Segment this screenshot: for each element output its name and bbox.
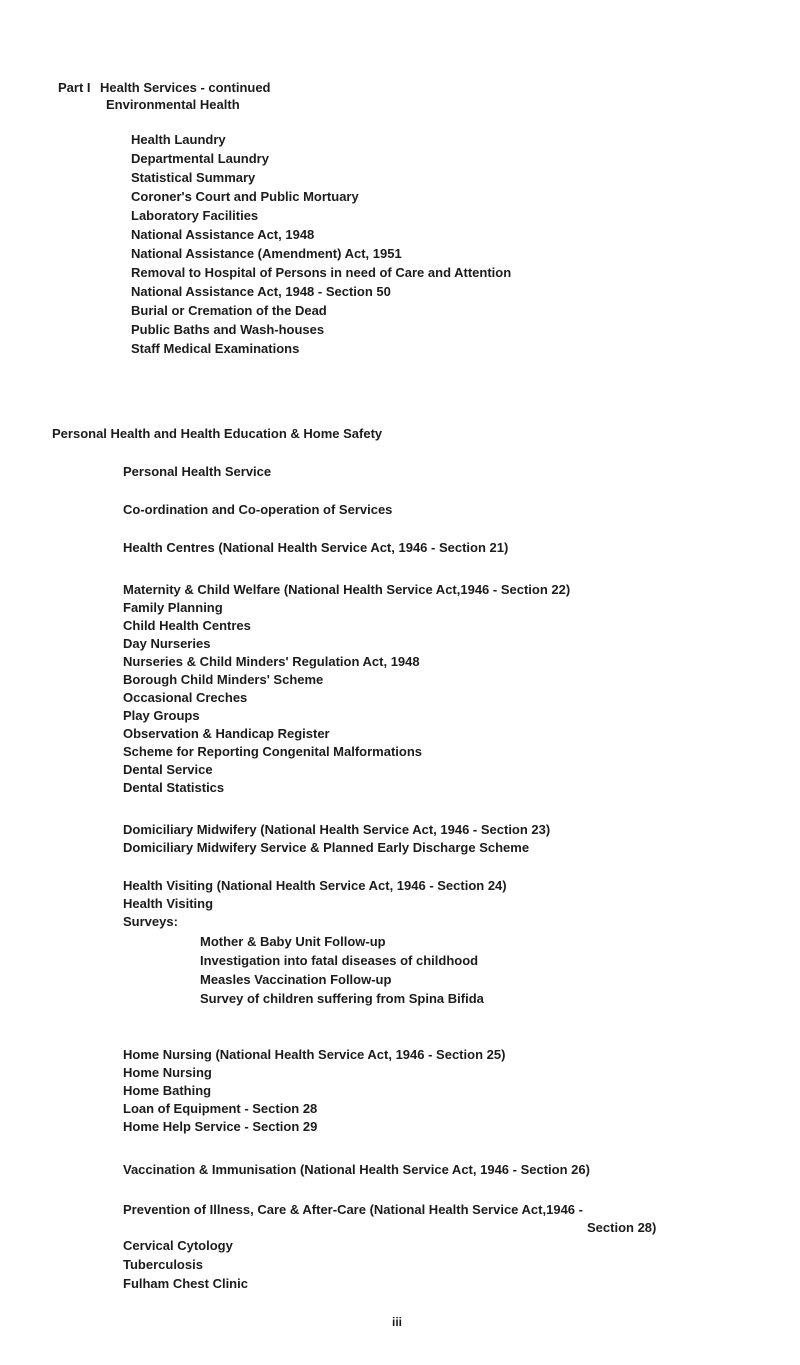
part-label: Part I (58, 80, 91, 95)
list-item: Family Planning (123, 600, 223, 615)
section-heading: Personal Health and Health Education & Home Safety (52, 426, 383, 441)
list-item: Tuberculosis (123, 1257, 203, 1272)
list-item: Fulham Chest Clinic (123, 1276, 248, 1291)
list-item: Scheme for Reporting Congenital Malformations (123, 744, 423, 759)
list-item: Dental Statistics (123, 780, 225, 795)
list-item: Domiciliary Midwifery (National Health Service Act, 1946 - Section 23) (123, 822, 551, 837)
list-item: Observation & Handicap Register (123, 726, 330, 741)
list-item: Day Nurseries (123, 636, 211, 651)
list-item: Borough Child Minders' Scheme (123, 672, 324, 687)
list-item: Surveys: (123, 914, 178, 929)
list-item: Cervical Cytology (123, 1238, 233, 1253)
list-item: Departmental Laundry (131, 151, 269, 166)
section-subtitle: Environmental Health (106, 97, 240, 112)
list-item: Home Help Service - Section 29 (123, 1119, 318, 1134)
list-item-continuation: Section 28) (587, 1220, 657, 1235)
list-item: Nurseries & Child Minders' Regulation Act, 1948 (123, 654, 420, 669)
list-item: Home Nursing (123, 1065, 212, 1080)
list-item: Vaccination & Immunisation (National Health Service Act, 1946 - Section 26) (123, 1162, 590, 1177)
list-item: Staff Medical Examinations (131, 341, 300, 356)
list-item: Loan of Equipment - Section 28 (123, 1101, 318, 1116)
page-number: iii (392, 1315, 403, 1329)
list-item: Occasional Creches (123, 690, 248, 705)
survey-item: Investigation into fatal diseases of childhood (200, 953, 479, 968)
list-item: Co-ordination and Co-operation of Services (123, 502, 393, 517)
list-item: Statistical Summary (131, 170, 256, 185)
survey-item: Measles Vaccination Follow-up (200, 972, 392, 987)
list-item: Play Groups (123, 708, 200, 723)
list-item: National Assistance Act, 1948 (131, 227, 315, 242)
list-item: Laboratory Facilities (131, 208, 259, 223)
list-item: Dental Service (123, 762, 213, 777)
list-item: Home Nursing (National Health Service Act, 1946 - Section 25) (123, 1047, 506, 1062)
list-item: National Assistance Act, 1948 - Section 50 (131, 284, 391, 299)
list-item: Personal Health Service (123, 464, 272, 479)
list-item: Health Visiting (123, 896, 214, 911)
list-item: Coroner's Court and Public Mortuary (131, 189, 359, 204)
list-item: Health Laundry (131, 132, 226, 147)
survey-item: Survey of children suffering from Spina Bifida (200, 991, 484, 1006)
list-item: Prevention of Illness, Care & After-Care (National Health Service Act,1946 - (123, 1202, 583, 1217)
list-item: Home Bathing (123, 1083, 212, 1098)
survey-item: Mother & Baby Unit Follow-up (200, 934, 386, 949)
list-item: Health Visiting (National Health Service Act, 1946 - Section 24) (123, 878, 507, 893)
list-item: Removal to Hospital of Persons in need of Care and Attention (131, 265, 512, 280)
section-title: Health Services - continued (100, 80, 271, 95)
list-item: Maternity & Child Welfare (National Health Service Act,1946 - Section 22) (123, 582, 571, 597)
list-item: Child Health Centres (123, 618, 251, 633)
list-item: Public Baths and Wash-houses (131, 322, 325, 337)
list-item: Burial or Cremation of the Dead (131, 303, 327, 318)
list-item: Health Centres (National Health Service Act, 1946 - Section 21) (123, 540, 509, 555)
list-item: Domiciliary Midwifery Service & Planned Early Discharge Scheme (123, 840, 530, 855)
list-item: National Assistance (Amendment) Act, 1951 (131, 246, 402, 261)
